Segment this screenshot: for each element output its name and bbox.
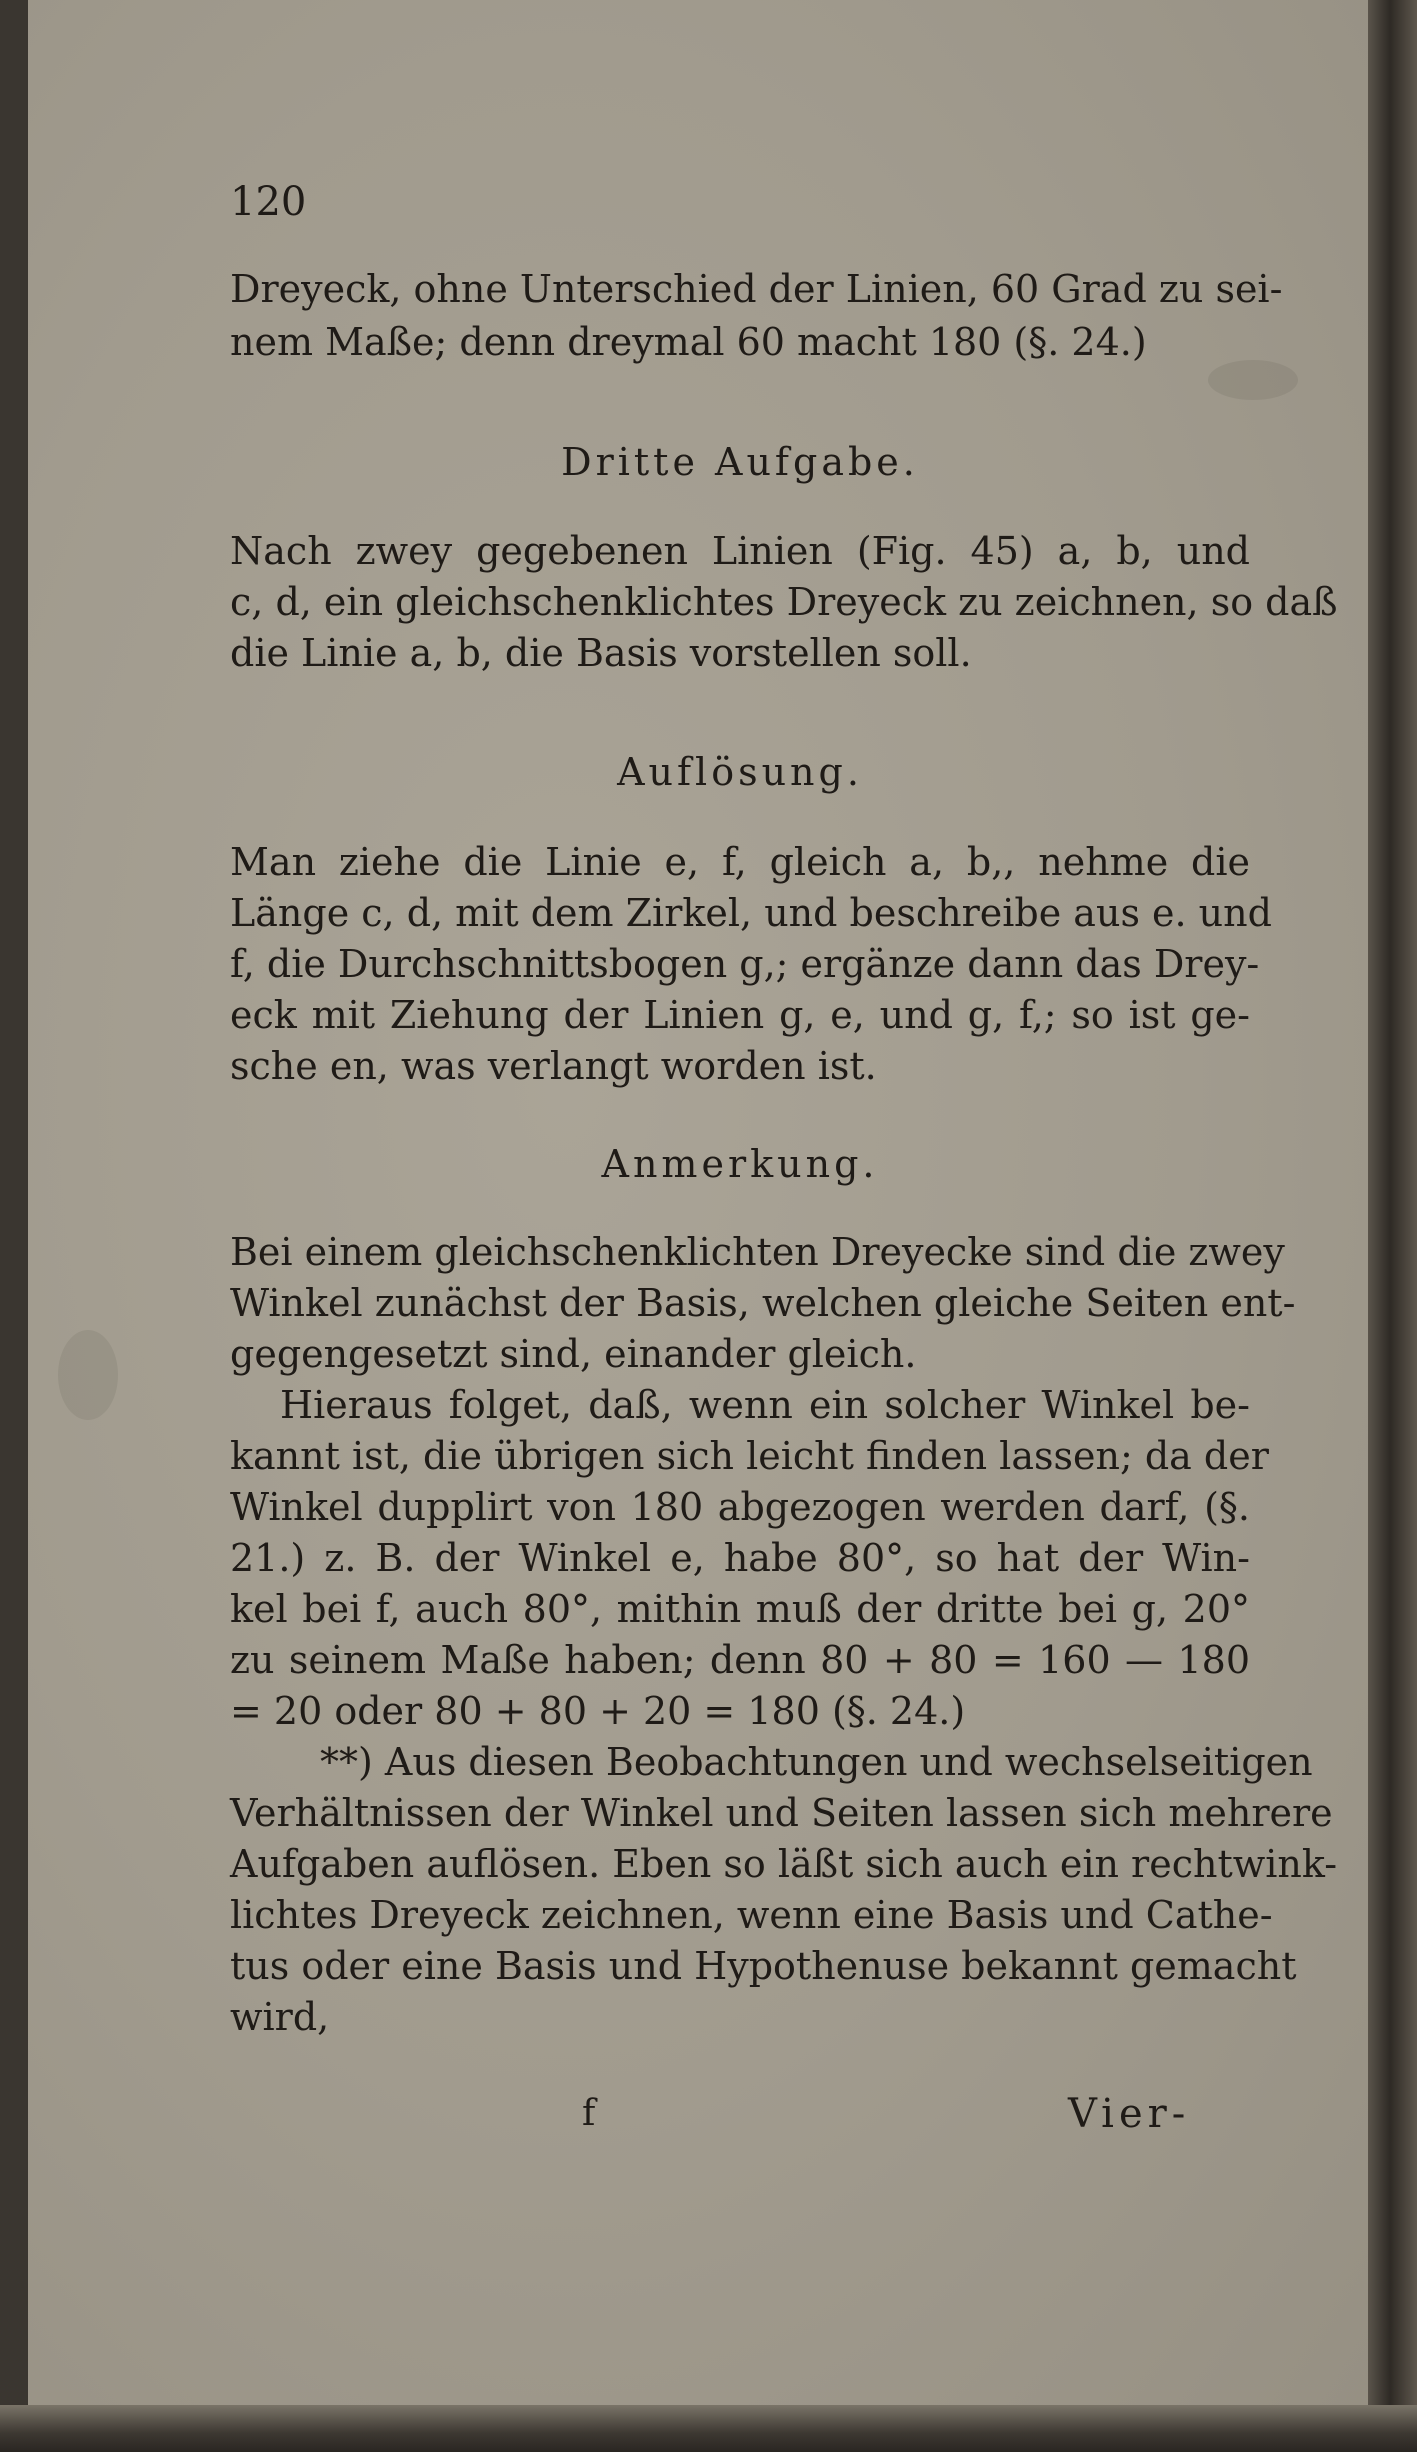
text-line: Nach zwey gegebenen Linien (Fig. 45) a, b, und — [230, 529, 1250, 573]
text-line: **) Aus diesen Beobachtungen und wechselseitigen — [320, 1740, 1313, 1784]
section-heading: Auflösung. — [617, 750, 863, 794]
text-line: kannt ist, die übrigen sich leicht finden lassen; da der — [230, 1434, 1269, 1478]
section-heading: Dritte Aufgabe. — [561, 440, 919, 484]
text-line: Winkel dupplirt von 180 abgezogen werden darf, (§. — [230, 1485, 1250, 1529]
text-line: 21.) z. B. der Winkel e, habe 80°, so hat der Win- — [230, 1536, 1250, 1580]
text-line: sche en, was verlangt worden ist. — [230, 1044, 877, 1088]
text-line: = 20 oder 80 + 80 + 20 = 180 (§. 24.) — [230, 1689, 966, 1733]
text-line: Dreyeck, ohne Unterschied der Linien, 60 Grad zu sei- — [230, 267, 1283, 311]
text-line: die Linie a, b, die Basis vorstellen soll. — [230, 631, 972, 675]
text-line: Aufgaben auflösen. Eben so läßt sich auch ein rechtwink- — [230, 1842, 1338, 1886]
text-line: nem Maße; denn dreymal 60 macht 180 (§. 24.) — [230, 320, 1147, 364]
text-line: Bei einem gleichschenklichten Dreyecke sind die zwey — [230, 1230, 1285, 1274]
text-line: c, d, ein gleichschenklichtes Dreyeck zu zeichnen, so daß — [230, 580, 1338, 624]
text-line: Verhältnissen der Winkel und Seiten lassen sich mehrere — [230, 1791, 1333, 1835]
text-line: eck mit Ziehung der Linien g, e, und g, f,; so ist ge- — [230, 993, 1250, 1037]
text-line: gegengesetzt sind, einander gleich. — [230, 1332, 917, 1376]
text-line: Hieraus folget, daß, wenn ein solcher Winkel be- — [280, 1383, 1250, 1427]
page-bottom-edge — [0, 2405, 1417, 2452]
text-line: zu seinem Maße haben; denn 80 + 80 = 160 — 180 — [230, 1638, 1250, 1682]
text-line: Länge c, d, mit dem Zirkel, und beschreibe aus e. und — [230, 891, 1272, 935]
text-line: kel bei f, auch 80°, mithin muß der dritte bei g, 20° — [230, 1587, 1250, 1631]
text-line: lichtes Dreyeck zeichnen, wenn eine Basis und Cathe- — [230, 1893, 1273, 1937]
text-line: f, die Durchschnittsbogen g,; ergänze dann das Drey- — [230, 942, 1260, 986]
paper-stain — [58, 1330, 118, 1420]
signature-mark: f — [582, 2093, 596, 2134]
paper-stain — [1208, 360, 1298, 400]
catchword: Vier- — [1068, 2091, 1191, 2137]
page-number: 120 — [230, 179, 307, 225]
text-line: Winkel zunächst der Basis, welchen gleiche Seiten ent- — [230, 1281, 1296, 1325]
text-line: Man ziehe die Linie e, f, gleich a, b,, nehme die — [230, 840, 1250, 884]
text-line: tus oder eine Basis und Hypothenuse bekannt gemacht — [230, 1944, 1297, 1988]
section-heading: Anmerkung. — [601, 1142, 879, 1186]
book-spine-shadow — [1368, 0, 1417, 2452]
text-line: wird, — [230, 1995, 330, 2039]
